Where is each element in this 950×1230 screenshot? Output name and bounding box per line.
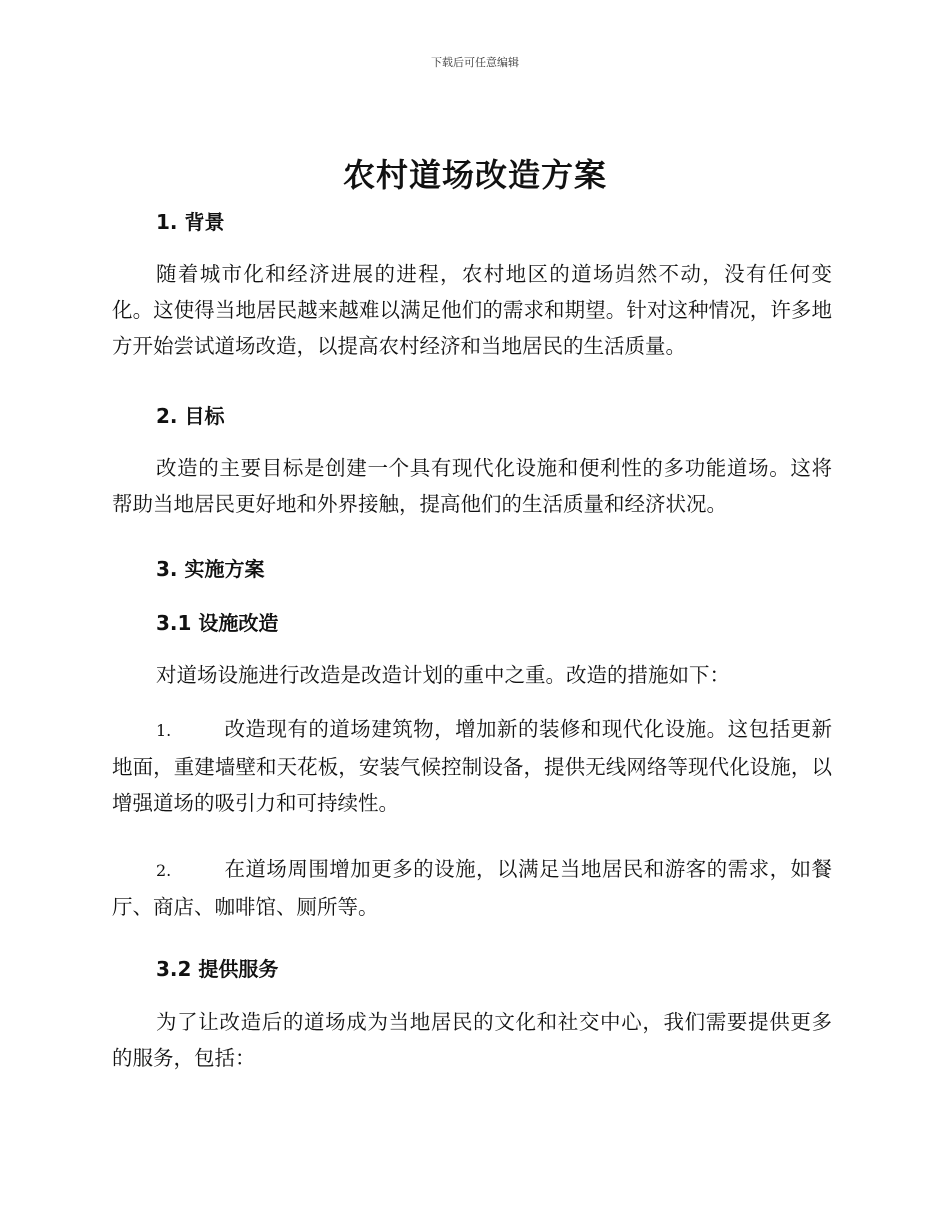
paragraph-facilities-intro: 对道场设施进行改造是改造计划的重中之重。改造的措施如下： [156, 663, 730, 687]
paragraph-services: 为了让改造后的道场成为当地居民的文化和社交中心，我们需要提供更多的服务，包括： [112, 1010, 832, 1070]
page-header-note: 下载后可任意编辑 [431, 56, 519, 69]
section-heading-background: 1. 背景 [156, 210, 225, 234]
list-item-text: 在道场周围增加更多的设施，以满足当地居民和游客的需求，如餐厅、商店、咖啡馆、厕所等。 [112, 857, 832, 919]
subsection-heading-facilities: 3.1 设施改造 [156, 611, 279, 635]
paragraph-background: 随着城市化和经济进展的进程，农村地区的道场岿然不动，没有任何变化。这使得当地居民越来越难以满足他们的需求和期望。针对这种情况，许多地方开始尝试道场改造，以提高农村经济和当地居民的生活质量。 [112, 262, 832, 358]
section-heading-implementation: 3. 实施方案 [156, 557, 265, 581]
list-item [112, 711, 832, 821]
list-item-number: 2. [156, 861, 172, 880]
paragraph-goals: 改造的主要目标是创建一个具有现代化设施和便利性的多功能道场。这将帮助当地居民更好地和外界接触，提高他们的生活质量和经济状况。 [112, 456, 832, 516]
subsection-heading-services: 3.2 提供服务 [156, 957, 279, 981]
list-item-number: 1. [156, 721, 172, 740]
list-item-text: 改造现有的道场建筑物，增加新的装修和现代化设施。这包括更新地面，重建墙壁和天花板，安装气候控制设备，提供无线网络等现代化设施，以增强道场的吸引力和可持续性。 [112, 717, 832, 815]
document-title: 农村道场改造方案 [342, 156, 607, 194]
section-heading-goals: 2. 目标 [156, 404, 225, 428]
list-item [112, 851, 832, 925]
